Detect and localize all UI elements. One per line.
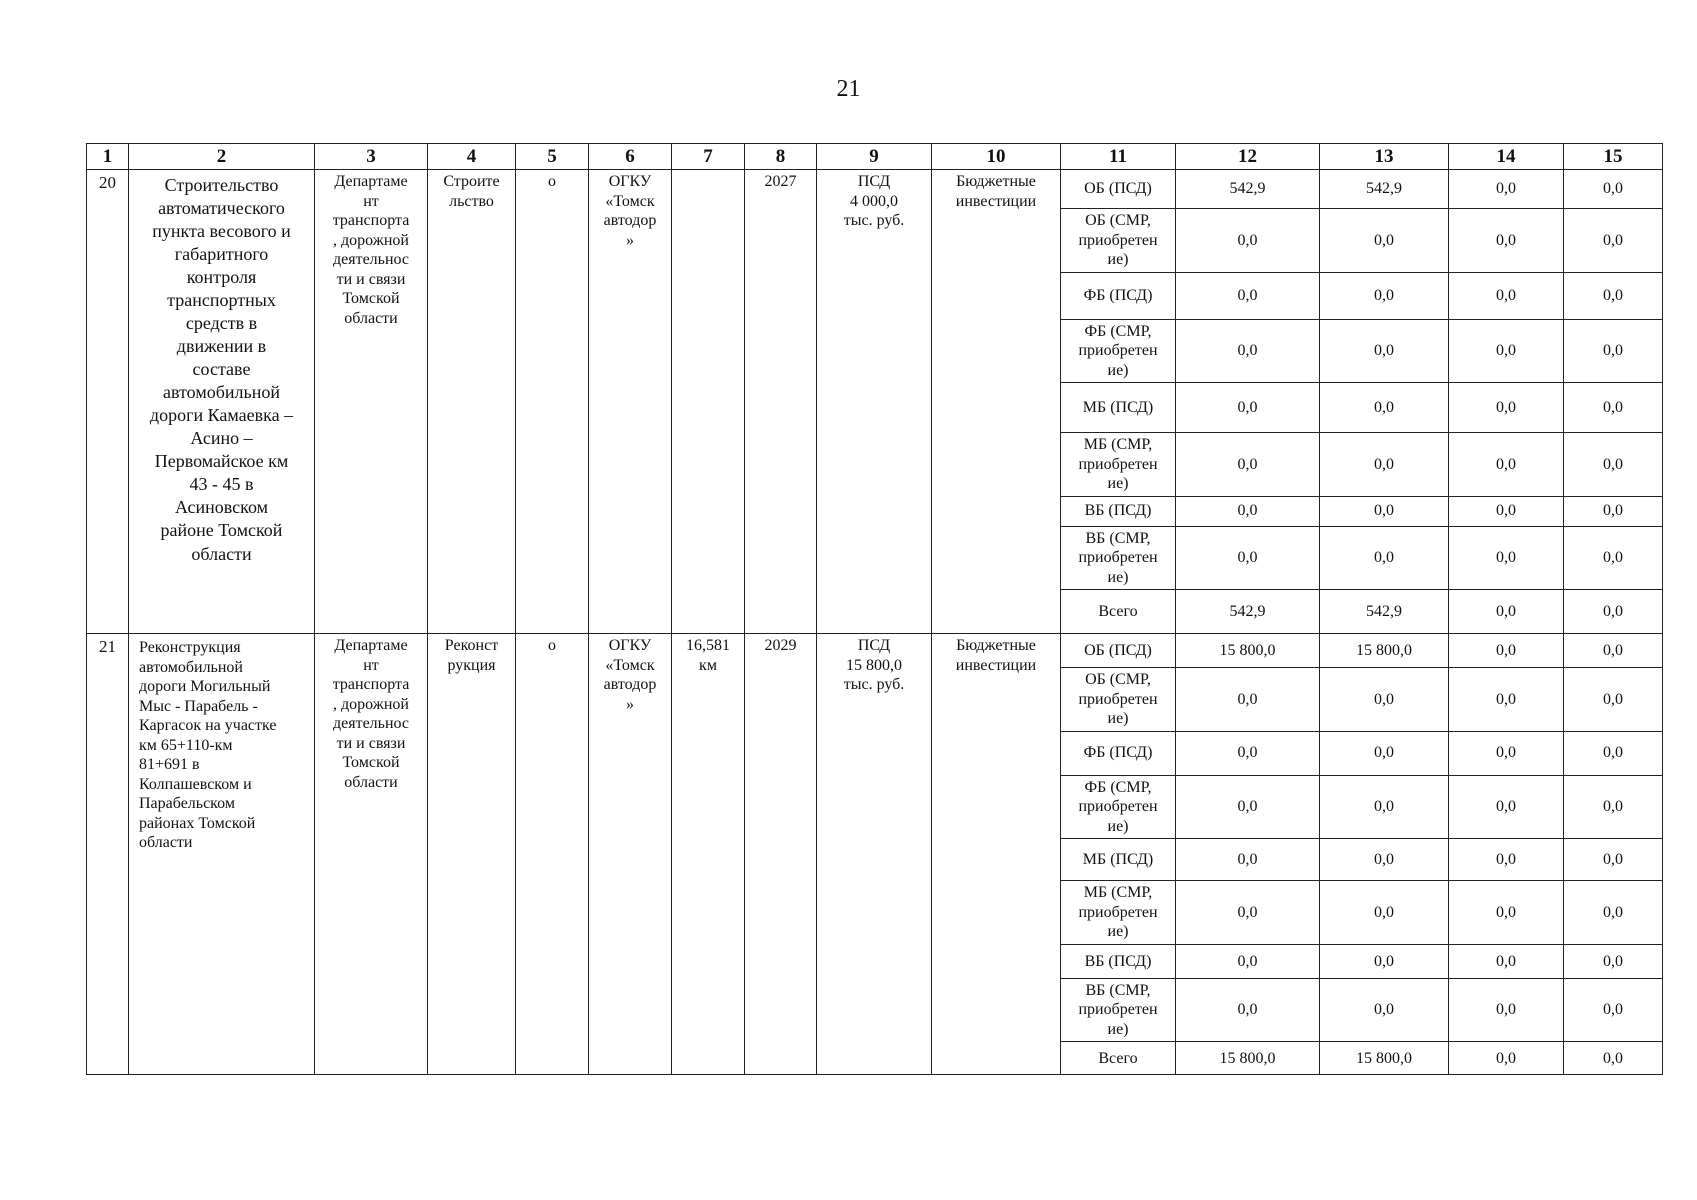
amount-cell: 0,0 [1176, 209, 1320, 273]
object-name-cell-line: контроля [186, 267, 257, 288]
amount-cell: 0,0 [1564, 944, 1663, 978]
funding-source-cell [1061, 526, 1176, 590]
column-number-cell: 1 [87, 144, 129, 170]
funding-source-line: МБ (ПСД) [1082, 851, 1154, 869]
amount-cell: 0,0 [1320, 209, 1449, 273]
investment-form-cell-line: Бюджетные [956, 637, 1036, 655]
customer-cell-line: Департаме [334, 637, 408, 655]
col5-cell: о [516, 634, 589, 1075]
funding-source-line: ФБ (СМР, [1084, 778, 1152, 796]
funding-source-line: ОБ (ПСД) [1084, 641, 1152, 659]
column-number-cell: 7 [672, 144, 745, 170]
amount-cell: 0,0 [1320, 978, 1449, 1042]
amount-cell: 0,0 [1320, 775, 1449, 839]
investment-form-cell-line: инвестиции [955, 656, 1037, 674]
customer-cell-line: деятельнос [332, 251, 410, 269]
investment-form-cell-line: Бюджетные [956, 173, 1036, 190]
column-number-cell: 11 [1061, 144, 1176, 170]
funding-source-line: приобретен [1078, 549, 1158, 567]
funding-source-line: ОБ (СМР, [1085, 212, 1151, 229]
amount-cell: 0,0 [1564, 526, 1663, 590]
funding-source-cell [1061, 496, 1176, 526]
customer-cell-line: области [344, 309, 398, 327]
table-row [87, 170, 1663, 209]
amount-cell: 0,0 [1320, 839, 1449, 881]
row-number-cell: 21 [87, 634, 129, 1075]
amount-cell: 15 800,0 [1176, 1042, 1320, 1075]
executor-cell-line: ОГКУ [608, 173, 652, 190]
customer-cell-line: Департаме [334, 173, 408, 190]
amount-cell: 0,0 [1176, 526, 1320, 590]
capacity-cell-line: 16,581 [686, 637, 730, 655]
funding-source-cell [1061, 775, 1176, 839]
funding-source-line: ОБ (СМР, [1085, 671, 1151, 689]
object-name-cell-line: Реконструкция [139, 639, 241, 657]
funding-source-line: приобретен [1078, 690, 1158, 708]
funding-source-line: МБ (СМР, [1083, 436, 1153, 454]
amount-cell: 0,0 [1320, 526, 1449, 590]
object-name-cell-line: Первомайское км [154, 451, 289, 472]
customer-cell-line: ти и связи [336, 734, 406, 752]
work-type-cell-line: Строите [443, 173, 500, 190]
funding-source-cell [1061, 319, 1176, 383]
column-number-cell: 14 [1449, 144, 1564, 170]
amount-cell: 0,0 [1564, 1042, 1663, 1075]
funding-source-line: ФБ (ПСД) [1083, 744, 1153, 762]
amount-cell: 0,0 [1449, 978, 1564, 1042]
row-number-cell: 20 [87, 170, 129, 634]
amount-cell: 0,0 [1564, 668, 1663, 732]
work-type-cell [428, 634, 516, 1075]
column-number-cell: 6 [589, 144, 672, 170]
funding-source-cell [1061, 170, 1176, 209]
funding-source-line: ВБ (СМР, [1085, 529, 1151, 547]
executor-cell-line: » [626, 695, 634, 713]
funding-source-cell [1061, 209, 1176, 273]
amount-cell: 0,0 [1449, 731, 1564, 775]
work-type-cell-line: рукция [447, 656, 496, 674]
investment-form-cell-line: инвестиции [955, 192, 1037, 210]
page-number: 21 [836, 76, 861, 102]
column-number-cell: 12 [1176, 144, 1320, 170]
capacity-cell-line: км [699, 656, 717, 674]
funding-source-cell [1061, 590, 1176, 634]
amount-cell: 0,0 [1320, 944, 1449, 978]
amount-cell: 0,0 [1449, 839, 1564, 881]
amount-cell: 0,0 [1176, 272, 1320, 319]
funding-source-line: ВБ (СМР, [1085, 981, 1151, 999]
object-name-cell [129, 170, 315, 634]
amount-cell: 0,0 [1564, 319, 1663, 383]
funding-source-line: ие) [1107, 251, 1129, 269]
funding-source-line: ие) [1107, 817, 1129, 835]
amount-cell: 0,0 [1564, 170, 1663, 209]
object-name-cell-line: пункта весового и [152, 221, 291, 242]
funding-source-cell [1061, 731, 1176, 775]
amount-cell: 0,0 [1564, 634, 1663, 668]
funding-source-cell [1061, 272, 1176, 319]
column-number-cell: 3 [315, 144, 428, 170]
column-number-cell: 13 [1320, 144, 1449, 170]
object-name-cell-line: 43 - 45 в [189, 474, 254, 495]
amount-cell: 0,0 [1564, 272, 1663, 319]
amount-cell: 0,0 [1176, 319, 1320, 383]
funding-source-line: МБ (ПСД) [1082, 398, 1154, 416]
column-number-cell: 5 [516, 144, 589, 170]
capacity-cell [672, 634, 745, 1075]
funding-source-line: Всего [1098, 602, 1138, 620]
funding-source-line: ие) [1107, 475, 1129, 493]
work-type-cell-line: льство [449, 192, 494, 210]
funding-source-line: ие) [1107, 568, 1129, 586]
amount-cell: 0,0 [1449, 496, 1564, 526]
object-name-cell-line: автомобильной [163, 382, 280, 403]
amount-cell: 0,0 [1449, 209, 1564, 273]
amount-cell: 0,0 [1449, 881, 1564, 945]
amount-cell: 0,0 [1449, 634, 1564, 668]
cost-cell-line: 15 800,0 [846, 656, 902, 674]
executor-cell-line: » [626, 231, 634, 249]
object-name-cell-line: составе [192, 359, 251, 380]
customer-cell [315, 170, 428, 634]
column-number-cell: 10 [932, 144, 1061, 170]
column-number-cell: 4 [428, 144, 516, 170]
object-name-cell-line: дороги Камаевка – [149, 405, 294, 426]
funding-source-line: ВБ (ПСД) [1084, 502, 1152, 520]
funding-source-line: ВБ (ПСД) [1084, 952, 1152, 970]
funding-source-line: ФБ (СМР, [1084, 322, 1152, 340]
amount-cell: 0,0 [1564, 590, 1663, 634]
funding-source-cell [1061, 668, 1176, 732]
amount-cell: 0,0 [1449, 526, 1564, 590]
amount-cell: 15 800,0 [1320, 634, 1449, 668]
amount-cell: 0,0 [1449, 319, 1564, 383]
object-name-cell-line: автоматического [158, 198, 285, 219]
amount-cell: 0,0 [1564, 839, 1663, 881]
investment-table [86, 143, 1663, 1075]
object-name-cell-line: движении в [176, 336, 267, 357]
funding-source-line: приобретен [1078, 342, 1158, 360]
amount-cell: 0,0 [1564, 496, 1663, 526]
amount-cell: 0,0 [1176, 731, 1320, 775]
object-name-cell-line: 81+691 в [139, 756, 200, 774]
amount-cell: 542,9 [1320, 170, 1449, 209]
col5-cell: о [516, 170, 589, 634]
work-type-cell [428, 170, 516, 634]
amount-cell: 0,0 [1320, 433, 1449, 497]
executor-cell-line: «Томск [605, 192, 655, 210]
funding-source-line: приобретен [1078, 455, 1158, 473]
amount-cell: 0,0 [1564, 433, 1663, 497]
funding-source-line: приобретен [1078, 231, 1158, 249]
funding-source-line: ОБ (ПСД) [1084, 180, 1152, 198]
header-row [87, 144, 1663, 170]
amount-cell: 542,9 [1176, 170, 1320, 209]
amount-cell: 0,0 [1449, 170, 1564, 209]
customer-cell-line: , дорожной [333, 695, 409, 713]
funding-source-line: приобретен [1078, 798, 1158, 816]
funding-source-line: ие) [1107, 1020, 1129, 1038]
amount-cell: 0,0 [1176, 839, 1320, 881]
funding-source-cell [1061, 383, 1176, 433]
funding-source-line: ие) [1107, 361, 1129, 379]
object-name-cell-line: дороги Могильный [139, 678, 271, 696]
funding-source-cell [1061, 881, 1176, 945]
amount-cell: 0,0 [1564, 209, 1663, 273]
column-number-cell: 2 [129, 144, 315, 170]
cost-cell-line: 4 000,0 [850, 192, 898, 210]
customer-cell [315, 634, 428, 1075]
column-number-cell: 9 [817, 144, 932, 170]
customer-cell-line: деятельнос [332, 715, 410, 733]
executor-cell-line: автодор [603, 212, 657, 230]
capacity-cell [672, 170, 745, 634]
object-name-cell-line: Колпашевском и [139, 775, 252, 793]
amount-cell: 0,0 [1564, 978, 1663, 1042]
customer-cell-line: Томской [342, 754, 400, 772]
object-name-cell-line: Асино – [190, 428, 253, 449]
table-row [87, 634, 1663, 668]
object-name-cell [129, 634, 315, 1075]
customer-cell-line: области [344, 773, 398, 791]
customer-cell-line: нт [363, 192, 379, 210]
cost-cell-line: ПСД [857, 173, 891, 190]
amount-cell: 0,0 [1176, 944, 1320, 978]
funding-source-cell [1061, 1042, 1176, 1075]
cost-cell-line: тыс. руб. [843, 212, 905, 230]
customer-cell-line: транспорта [332, 212, 410, 230]
amount-cell: 0,0 [1449, 1042, 1564, 1075]
amount-cell: 0,0 [1564, 881, 1663, 945]
object-name-cell-line: Мыс - Парабель - [139, 697, 258, 715]
amount-cell: 0,0 [1320, 668, 1449, 732]
amount-cell: 0,0 [1449, 272, 1564, 319]
amount-cell: 542,9 [1176, 590, 1320, 634]
object-name-cell-line: Асиновском [174, 497, 269, 518]
amount-cell: 15 800,0 [1176, 634, 1320, 668]
cost-cell-line: тыс. руб. [843, 676, 905, 694]
customer-cell-line: нт [363, 656, 379, 674]
amount-cell: 0,0 [1449, 668, 1564, 732]
customer-cell-line: транспорта [332, 676, 410, 694]
funding-source-line: МБ (СМР, [1083, 884, 1153, 902]
cost-cell [817, 170, 932, 634]
customer-cell-line: , дорожной [333, 231, 409, 249]
investment-form-cell [932, 170, 1061, 634]
amount-cell: 0,0 [1176, 775, 1320, 839]
work-type-cell-line: Реконст [444, 637, 499, 655]
funding-source-cell [1061, 433, 1176, 497]
amount-cell: 0,0 [1449, 944, 1564, 978]
funding-source-line: ие) [1107, 710, 1129, 728]
amount-cell: 542,9 [1320, 590, 1449, 634]
object-name-cell-line: км 65+110-км [139, 736, 233, 754]
executor-cell-line: «Томск [605, 656, 655, 674]
amount-cell: 0,0 [1176, 496, 1320, 526]
object-name-cell-line: габаритного [174, 244, 269, 265]
amount-cell: 0,0 [1564, 775, 1663, 839]
funding-source-cell [1061, 978, 1176, 1042]
executor-cell [589, 634, 672, 1075]
customer-cell-line: Томской [342, 290, 400, 308]
object-name-cell-line: области [191, 543, 252, 564]
cost-cell [817, 634, 932, 1075]
amount-cell: 0,0 [1320, 319, 1449, 383]
customer-cell-line: ти и связи [336, 270, 406, 288]
cost-cell-line: ПСД [857, 637, 891, 655]
amount-cell: 0,0 [1449, 590, 1564, 634]
object-name-cell-line: Парабельском [139, 795, 235, 813]
amount-cell: 0,0 [1176, 433, 1320, 497]
amount-cell: 15 800,0 [1320, 1042, 1449, 1075]
funding-source-line: Всего [1098, 1049, 1138, 1067]
column-number-cell: 15 [1564, 144, 1663, 170]
column-number-cell: 8 [745, 144, 817, 170]
object-name-cell-line: Строительство [164, 175, 279, 195]
amount-cell: 0,0 [1320, 383, 1449, 433]
funding-source-cell [1061, 944, 1176, 978]
funding-source-line: приобретен [1078, 1001, 1158, 1019]
amount-cell: 0,0 [1176, 668, 1320, 732]
executor-cell-line: автодор [603, 676, 657, 694]
amount-cell: 0,0 [1449, 433, 1564, 497]
amount-cell: 0,0 [1176, 881, 1320, 945]
year-cell: 2027 [745, 170, 817, 634]
amount-cell: 0,0 [1320, 881, 1449, 945]
amount-cell: 0,0 [1320, 731, 1449, 775]
object-name-cell-line: районах Томской [139, 814, 256, 832]
object-name-cell-line: транспортных [167, 290, 276, 311]
investment-form-cell [932, 634, 1061, 1075]
amount-cell: 0,0 [1449, 775, 1564, 839]
amount-cell: 0,0 [1176, 978, 1320, 1042]
funding-source-line: приобретен [1078, 903, 1158, 921]
funding-source-line: ФБ (ПСД) [1083, 286, 1153, 304]
amount-cell: 0,0 [1564, 383, 1663, 433]
object-name-cell-line: области [139, 834, 193, 852]
amount-cell: 0,0 [1320, 272, 1449, 319]
executor-cell-line: ОГКУ [608, 637, 652, 655]
object-name-cell-line: районе Томской [160, 520, 283, 541]
funding-source-cell [1061, 839, 1176, 881]
amount-cell: 0,0 [1449, 383, 1564, 433]
amount-cell: 0,0 [1320, 496, 1449, 526]
object-name-cell-line: Каргасок на участке [139, 717, 277, 735]
object-name-cell-line: автомобильной [139, 658, 243, 676]
object-name-cell-line: средств в [185, 313, 258, 334]
funding-source-cell [1061, 634, 1176, 668]
amount-cell: 0,0 [1176, 383, 1320, 433]
amount-cell: 0,0 [1564, 731, 1663, 775]
funding-source-line: ие) [1107, 923, 1129, 941]
executor-cell [589, 170, 672, 634]
year-cell: 2029 [745, 634, 817, 1075]
